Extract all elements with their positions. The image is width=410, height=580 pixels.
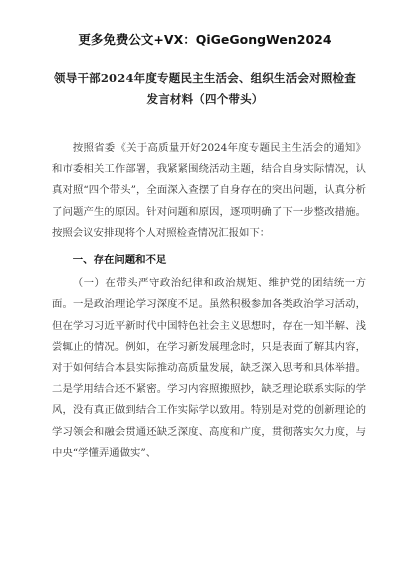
section-heading: 一、存在问题和不足 <box>72 254 167 267</box>
header-banner: 更多免费公文+VX：QiGeGongWen2024 <box>78 32 332 47</box>
title-line-2: 发言材料（四个带头） <box>146 92 264 106</box>
intro-paragraph: 按照省委《关于高质量开好2024年度专题民主生活会的通知》和市委相关工作部署，我紧紧围绕活动主题，结合自身实际情况，认真对照“四个带头”，全面深入查摆了自身存在的突出问题，认真分析了问题产生的原因。针对问题和原因，逐项明确了下一步整改措施。按照会议安排现将个人对照检查情况汇报如下： <box>52 142 366 239</box>
title-line-1: 领导干部2024年度专题民主生活会、组织生活会对照检查 <box>54 71 356 85</box>
document-body <box>52 138 366 464</box>
section-paragraph: （一）在带头严守政治纪律和政治规矩、维护党的团结统一方面。一是政治理论学习深度不足。虽然积极参加各类政治学习活动，但在学习习近平新时代中国特色社会主义思想时，存在一知半解、浅尝辄止的情况。例如，在学习新发展理念时，只是表面了解其内容，对于如何结合本县实际推动高质量发展，缺乏深入思考和具体举措。二是学用结合还不紧密。学习内容照搬照抄，缺乏理论联系实际的学风，没有真正做到结合工作实际学以致用。特别是对党的创新理论的学习领会和融会贯通还缺乏深度、高度和广度，贯彻落实欠力度，与中央“学懂弄通做实”、 <box>52 277 366 459</box>
document-title <box>30 68 380 110</box>
